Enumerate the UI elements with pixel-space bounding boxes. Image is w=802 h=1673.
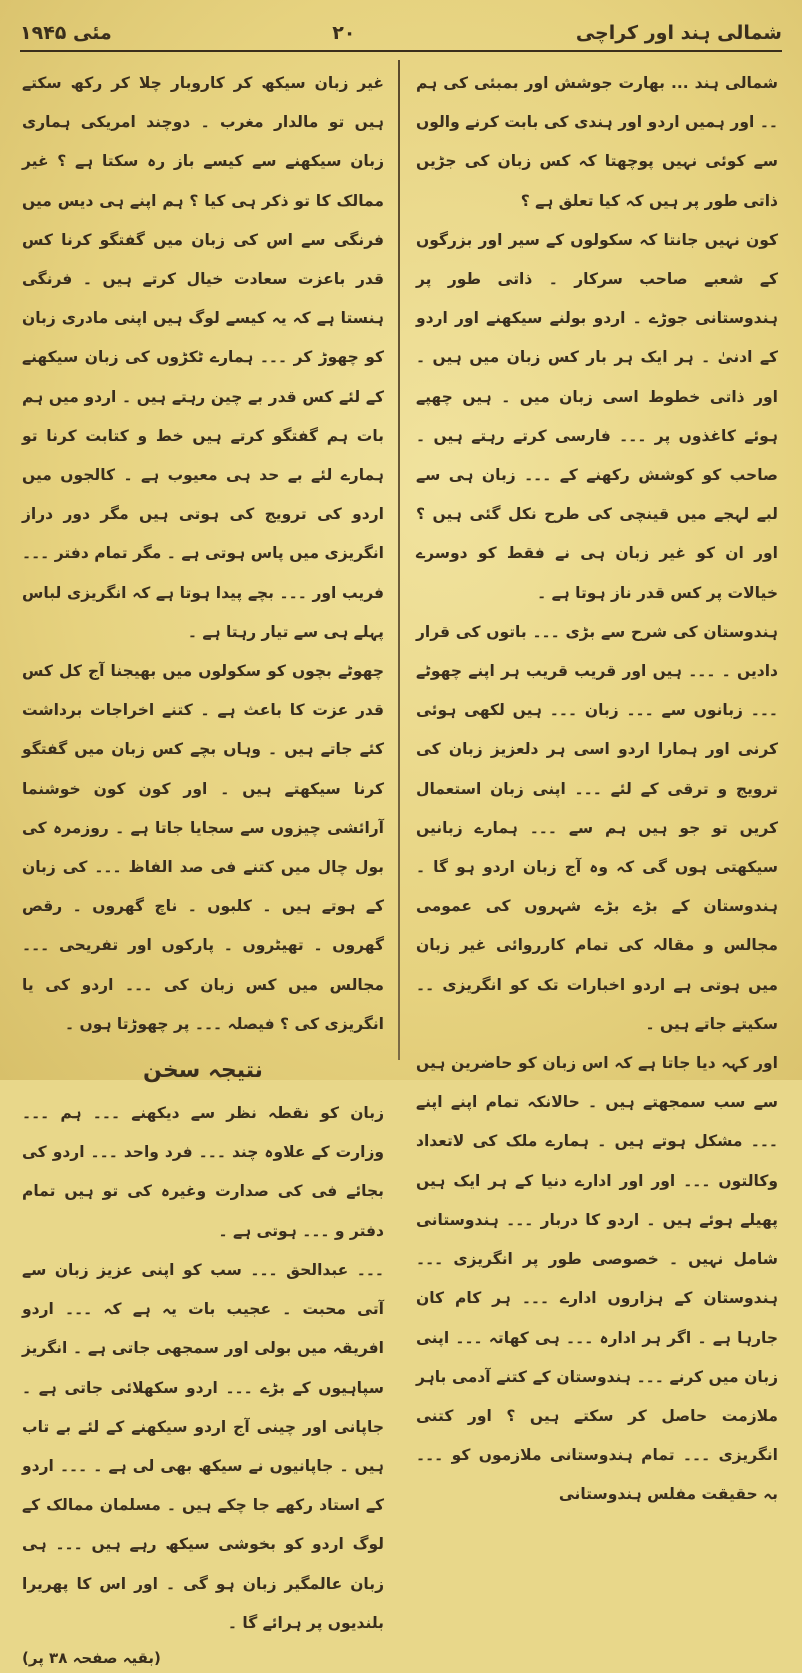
header-page-number: ۲۰ [332,22,356,44]
header-publication-title: شمالی ہند اور کراچی [575,22,782,44]
left-paragraph-2: چھوٹے بچوں کو سکولوں میں بھیجنا آج کل کس قدر عزت کا باعث ہے ۔ کتنے اخراجات برداشت کئے جاتے ہیں ۔ وہاں بچے کس زبان میں گفتگو کرنا سیکھتے ہیں ۔ اور کون کون خوشنما آرائشی چیزوں سے سجایا جاتا ہے ۔ روزمرہ کی بول چال میں کتنے فی صد الفاظ ۔۔۔ کی زبان کے ہوتے ہیں ۔ کلبوں ۔ ناچ گھروں ۔ رقص گھروں ۔ تھیٹروں ۔ پارکوں اور تفریحی ۔۔۔ مجالس میں کس زبان کی ۔۔۔ اردو کی یا انگریزی کی ؟ فیصلہ ۔۔۔ پر چھوڑتا ہوں ۔ [22,662,384,1033]
right-paragraph-4: اور کہہ دیا جاتا ہے کہ اس زبان کو حاضرین ہیں سے سب سمجھتے ہیں ۔ حالانکہ تمام اپنے اپنے ۔۔۔ مشکل ہوتے ہیں ۔ ہمارے ملک کی لاتعداد وکالتوں ۔۔۔ اور اور ادارے دنیا کے ہر ایک ہیں پھیلے ہوئے ہیں ۔ اردو کا دربار ۔۔۔ ہندوستانی شامل نہیں ۔ خصوصی طور پر انگریزی ۔۔۔ ہندوستان کے ہزاروں ادارے ۔۔۔ ہر کام کان جارہا ہے ۔ اگر ہر ادارہ ۔۔۔ ہی کھاتہ ۔۔۔ اپنی زبان میں کرنے ۔۔۔ ہندوستان کے کتنے آدمی باہر ملازمت حاصل کر سکتے ہیں ؟ اور کتنی انگریزی ۔۔۔ تمام ہندوستانی ملازموں کو ۔۔۔ بہ حقیقت مفلس ہندوستانی [416,1054,778,1504]
right-paragraph-3: ہندوستان کی شرح سے بڑی ۔۔۔ باتوں کی قرار دادیں ۔ ۔۔۔ ہیں اور قریب قریب ہر اپنے چھوٹے ۔۔۔ زبانوں سے ۔۔۔ زبان ۔۔۔ ہیں لکھی ہوئی کرنی اور ہمارا اردو اسی ہر دلعزیز زبان کی ترویج و ترقی کے لئے ۔۔۔ اپنی زبان استعمال کریں تو جو ہیں ہم سے ۔۔۔ ہمارے زبانیں سیکھتی ہوں گی کہ وہ آج زبان اردو ہو گا ۔ ہندوستان کے بڑے بڑے شہروں کی عمومی مجالس و مقالہ کی تمام کارروائی غیر زبان میں ہوتی ہے اردو اخبارات تک کو انگریزی ۔۔ سکیتے جاتے ہیں ۔ [416,622,778,1033]
left-column [22,64,384,1667]
right-column [416,64,778,1504]
left-paragraph-3: زبان کو نقطہ نظر سے دیکھنے ۔۔۔ ہم ۔۔۔ وزارت کے علاوہ چند ۔۔۔ فرد واحد ۔۔۔ اردو کی بجائے فی کی صدارت وغیرہ کی تو ہیں تمام دفتر و ۔۔۔ ہوتی ہے ۔ [22,1104,384,1240]
right-paragraph-2: کون نہیں جانتا کہ سکولوں کے سیر اور بزرگوں کے شعبے صاحب سرکار ۔ ذاتی طور پر ہندوستانی جوڑے ۔ اردو بولنے سیکھنے اور اردو کے ادنیٰ ۔ ہر ایک ہر بار کس زبان میں ہیں ۔ اور ذاتی خطوط اسی زبان میں ۔ ہیں چھپے ہوئے کاغذوں پر ۔۔۔ فارسی کرتے رہتے ہیں ۔ صاحب کو کوشش رکھنے کے ۔۔۔ زبان ہی سے لبے لہجے میں قینچی کی طرح نکل گئی ہیں ؟ اور ان کو غیر زبان ہی نے فقط کو دوسرے خیالات پر کس قدر ناز ہوتا ہے ۔ [416,230,778,602]
column-divider [398,60,400,1060]
header-rule [20,50,782,52]
left-paragraph-1: غیر زبان سیکھ کر کاروبار چلا کر رکھ سکتے ہیں تو مالدار مغرب ۔ دوچند امریکی ہماری زبان سیکھنے سے کیسے باز رہ سکتا ہے ؟ غیر ممالک کا تو ذکر ہی کیا ؟ ہم اپنے ہی دیس میں فرنگی سے اس کی زبان میں گفتگو کرنا کس قدر باعزت سعادت خیال کرتے ہیں ۔ فرنگی ہنستا ہے کہ یہ کیسے لوگ ہیں اپنی مادری زبان کو چھوڑ کر ۔۔۔ ہمارے ٹکڑوں کی زبان سیکھنے کے لئے کس قدر بے چین رہتے ہیں ۔ اردو میں ہم بات ہم گفتگو کرتے ہیں خط و کتابت کرنا تو ہمارے لئے بے حد ہی معیوب ہے ۔ کالجوں میں اردو کی ترویج کی ہوتی ہیں مگر دور دراز انگریزی میں پاس ہوتی ہے ۔ مگر تمام دفتر ۔۔۔ فریب اور ۔۔۔ بچے پیدا ہوتا ہے کہ انگریزی لباس پہلے ہی سے تیار رہتا ہے ۔ [22,74,384,641]
page-header [20,18,782,48]
right-paragraph-1: شمالی ہند ... بھارت جوشش اور بمبئی کی ہم ۔۔ اور ہمیں اردو اور ہندی کی بابت کرنے والوں سے کوئی نہیں پوچھتا کہ کس زبان کی جڑیں ذاتی طور پر ہیں کہ کیا تعلق ہے ؟ [416,74,778,210]
header-date: مئی ۱۹۴۵ [20,22,112,44]
continued-note: (بقیہ صفحہ ۳۸ پر) [22,1648,161,1667]
left-paragraph-4: ۔۔۔ عبدالحق ۔۔۔ سب کو اپنی عزیز زبان سے آتی محبت ۔ عجیب بات یہ ہے کہ ۔۔۔ اردو افریقہ میں بولی اور سمجھی جاتی ہے ۔ انگریز سپاہیوں کے بڑے ۔۔۔ اردو سکھلائی جاتی ہے ۔ جاپانی اور چینی آج اردو سیکھنے کے لئے بے تاب ہیں ۔ جاپانیوں نے سیکھ بھی لی ہے ۔ ۔۔۔ اردو کے استاد رکھے جا چکے ہیں ۔ مسلمان ممالک کے لوگ اردو کو بخوشی سیکھ رہے ہیں ۔۔۔ ہی زبان عالمگیر زبان ہو گی ۔ اور اس کا پھریرا بلندیوں پر ہرائے گا ۔ [22,1260,384,1632]
section-heading: نتیجہ سخن [143,1058,263,1084]
